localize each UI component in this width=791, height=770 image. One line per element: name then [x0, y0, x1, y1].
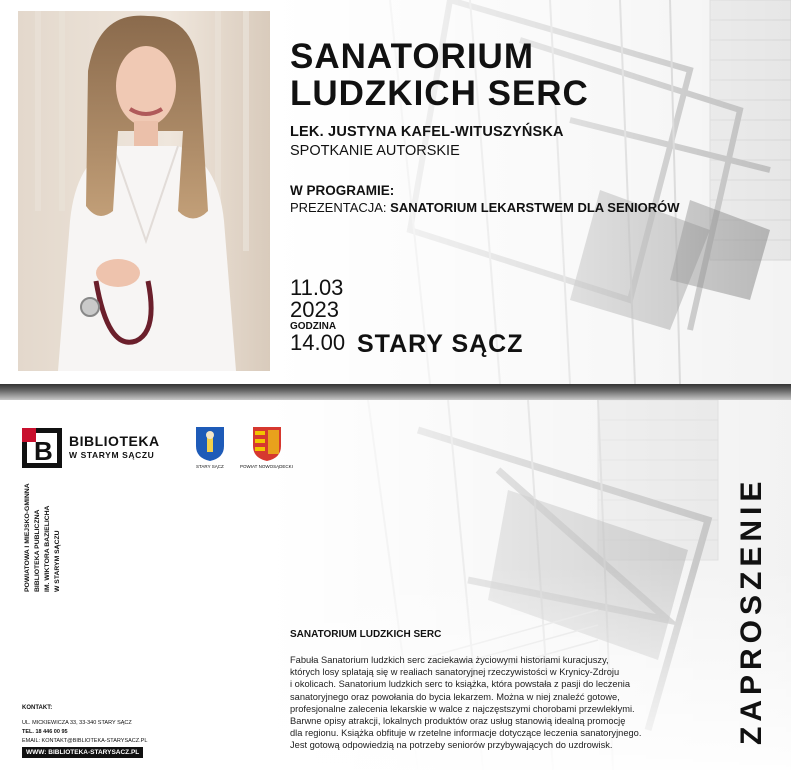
event-place: STARY SĄCZ [357, 330, 524, 358]
description-line: i okolicach. Sanatorium ludzkich serc to książka, która powstała z pasji do leczenia [290, 679, 631, 690]
program-item: SANATORIUM LEKARSTWEM DLA SENIORÓW [390, 200, 680, 215]
powiat-crest-icon [252, 426, 282, 462]
description-line: profesjonalne zalecenia lekarskie w walce z najczęstszymi chorobami przewlekłymi. [290, 703, 635, 714]
library-logo-icon [22, 428, 62, 468]
program-prefix: PREZENTACJA: [290, 200, 391, 215]
description-line: których losy splatają się w realiach sanatoryjnej rzeczywistości w Krynicy-Zdroju [290, 667, 620, 678]
program-heading: W PROGRAMIE: [290, 183, 395, 198]
description-line: dla regionu. Książka obfituje w rzetelne informacje dotyczące leczenia sanatoryjnego. [290, 728, 642, 739]
stary-sacz-crest-icon [195, 426, 225, 462]
library-location: W STARYM SĄCZU [69, 450, 155, 460]
book-description [290, 629, 700, 752]
author-name: LEK. JUSTYNA KAFEL-WITUSZYŃSKA [290, 124, 564, 140]
website-link[interactable]: WWW: BIBLIOTEKA-STARYSACZ.PL [22, 747, 143, 758]
description-line: Barwne opisy atrakcji, lokalnych produktów oraz usług stanowią idealną promocję [290, 716, 626, 727]
stary-sacz-crest-label: STARY SĄCZ [196, 464, 224, 469]
library-name: BIBLIOTEKA [69, 433, 160, 449]
description-text [290, 654, 700, 752]
book-title-line2: LUDZKICH SERC [290, 74, 589, 113]
description-title: SANATORIUM LUDZKICH SERC [290, 629, 442, 640]
contact-phone: TEL. 18 446 00 95 [22, 729, 68, 735]
event-datetime [290, 277, 345, 354]
contact-email: EMAIL: KONTAKT@BIBLIOTEKA-STARYSACZ.PL [22, 738, 148, 744]
program-line [290, 200, 680, 215]
description-line: Fabuła Sanatorium ludzkich serc zaciekawia życiowymi historiami kuracjuszy, [290, 655, 609, 665]
library-line-3: IM. WIKTORA BAZIELICHA [44, 505, 51, 592]
powiat-crest-label: POWIAT NOWOSĄDECKI [240, 464, 293, 469]
event-poster-back [0, 400, 791, 770]
event-date: 11.03 [290, 275, 344, 300]
event-type: SPOTKANIE AUTORSKIE [290, 143, 460, 159]
event-poster-front [0, 0, 791, 384]
hour-label: GODZINA [290, 321, 337, 332]
contact-label: KONTAKT: [22, 705, 53, 711]
contact-block [22, 704, 147, 758]
event-year: 2023 [290, 297, 339, 322]
library-line-1: POWIATOWA I MIEJSKO-GMINNA [24, 483, 31, 592]
event-info [290, 38, 680, 215]
library-full-name [23, 483, 71, 600]
author-photo [18, 11, 270, 371]
page-separator [0, 384, 791, 400]
description-line: Jest gotową odpowiedzią na potrzeby seniorów przybywających do uzdrowisk. [290, 740, 613, 751]
invitation-heading: ZAPROSZENIE [735, 476, 768, 745]
contact-address: UL. MICKIEWICZA 33, 33-340 STARY SĄCZ [22, 720, 132, 726]
description-line: sanatoryjnego oraz powołania do bycia lekarzem. Można w niej znaleźć gotowe, [290, 691, 620, 702]
logo-letter: B [34, 436, 53, 466]
event-hour: 14.00 [290, 330, 346, 355]
library-line-4: W STARYM SĄCZU [54, 530, 61, 592]
library-line-2: BIBLIOTEKA PUBLICZNA [34, 509, 41, 592]
book-title-line1: SANATORIUM [290, 37, 534, 76]
